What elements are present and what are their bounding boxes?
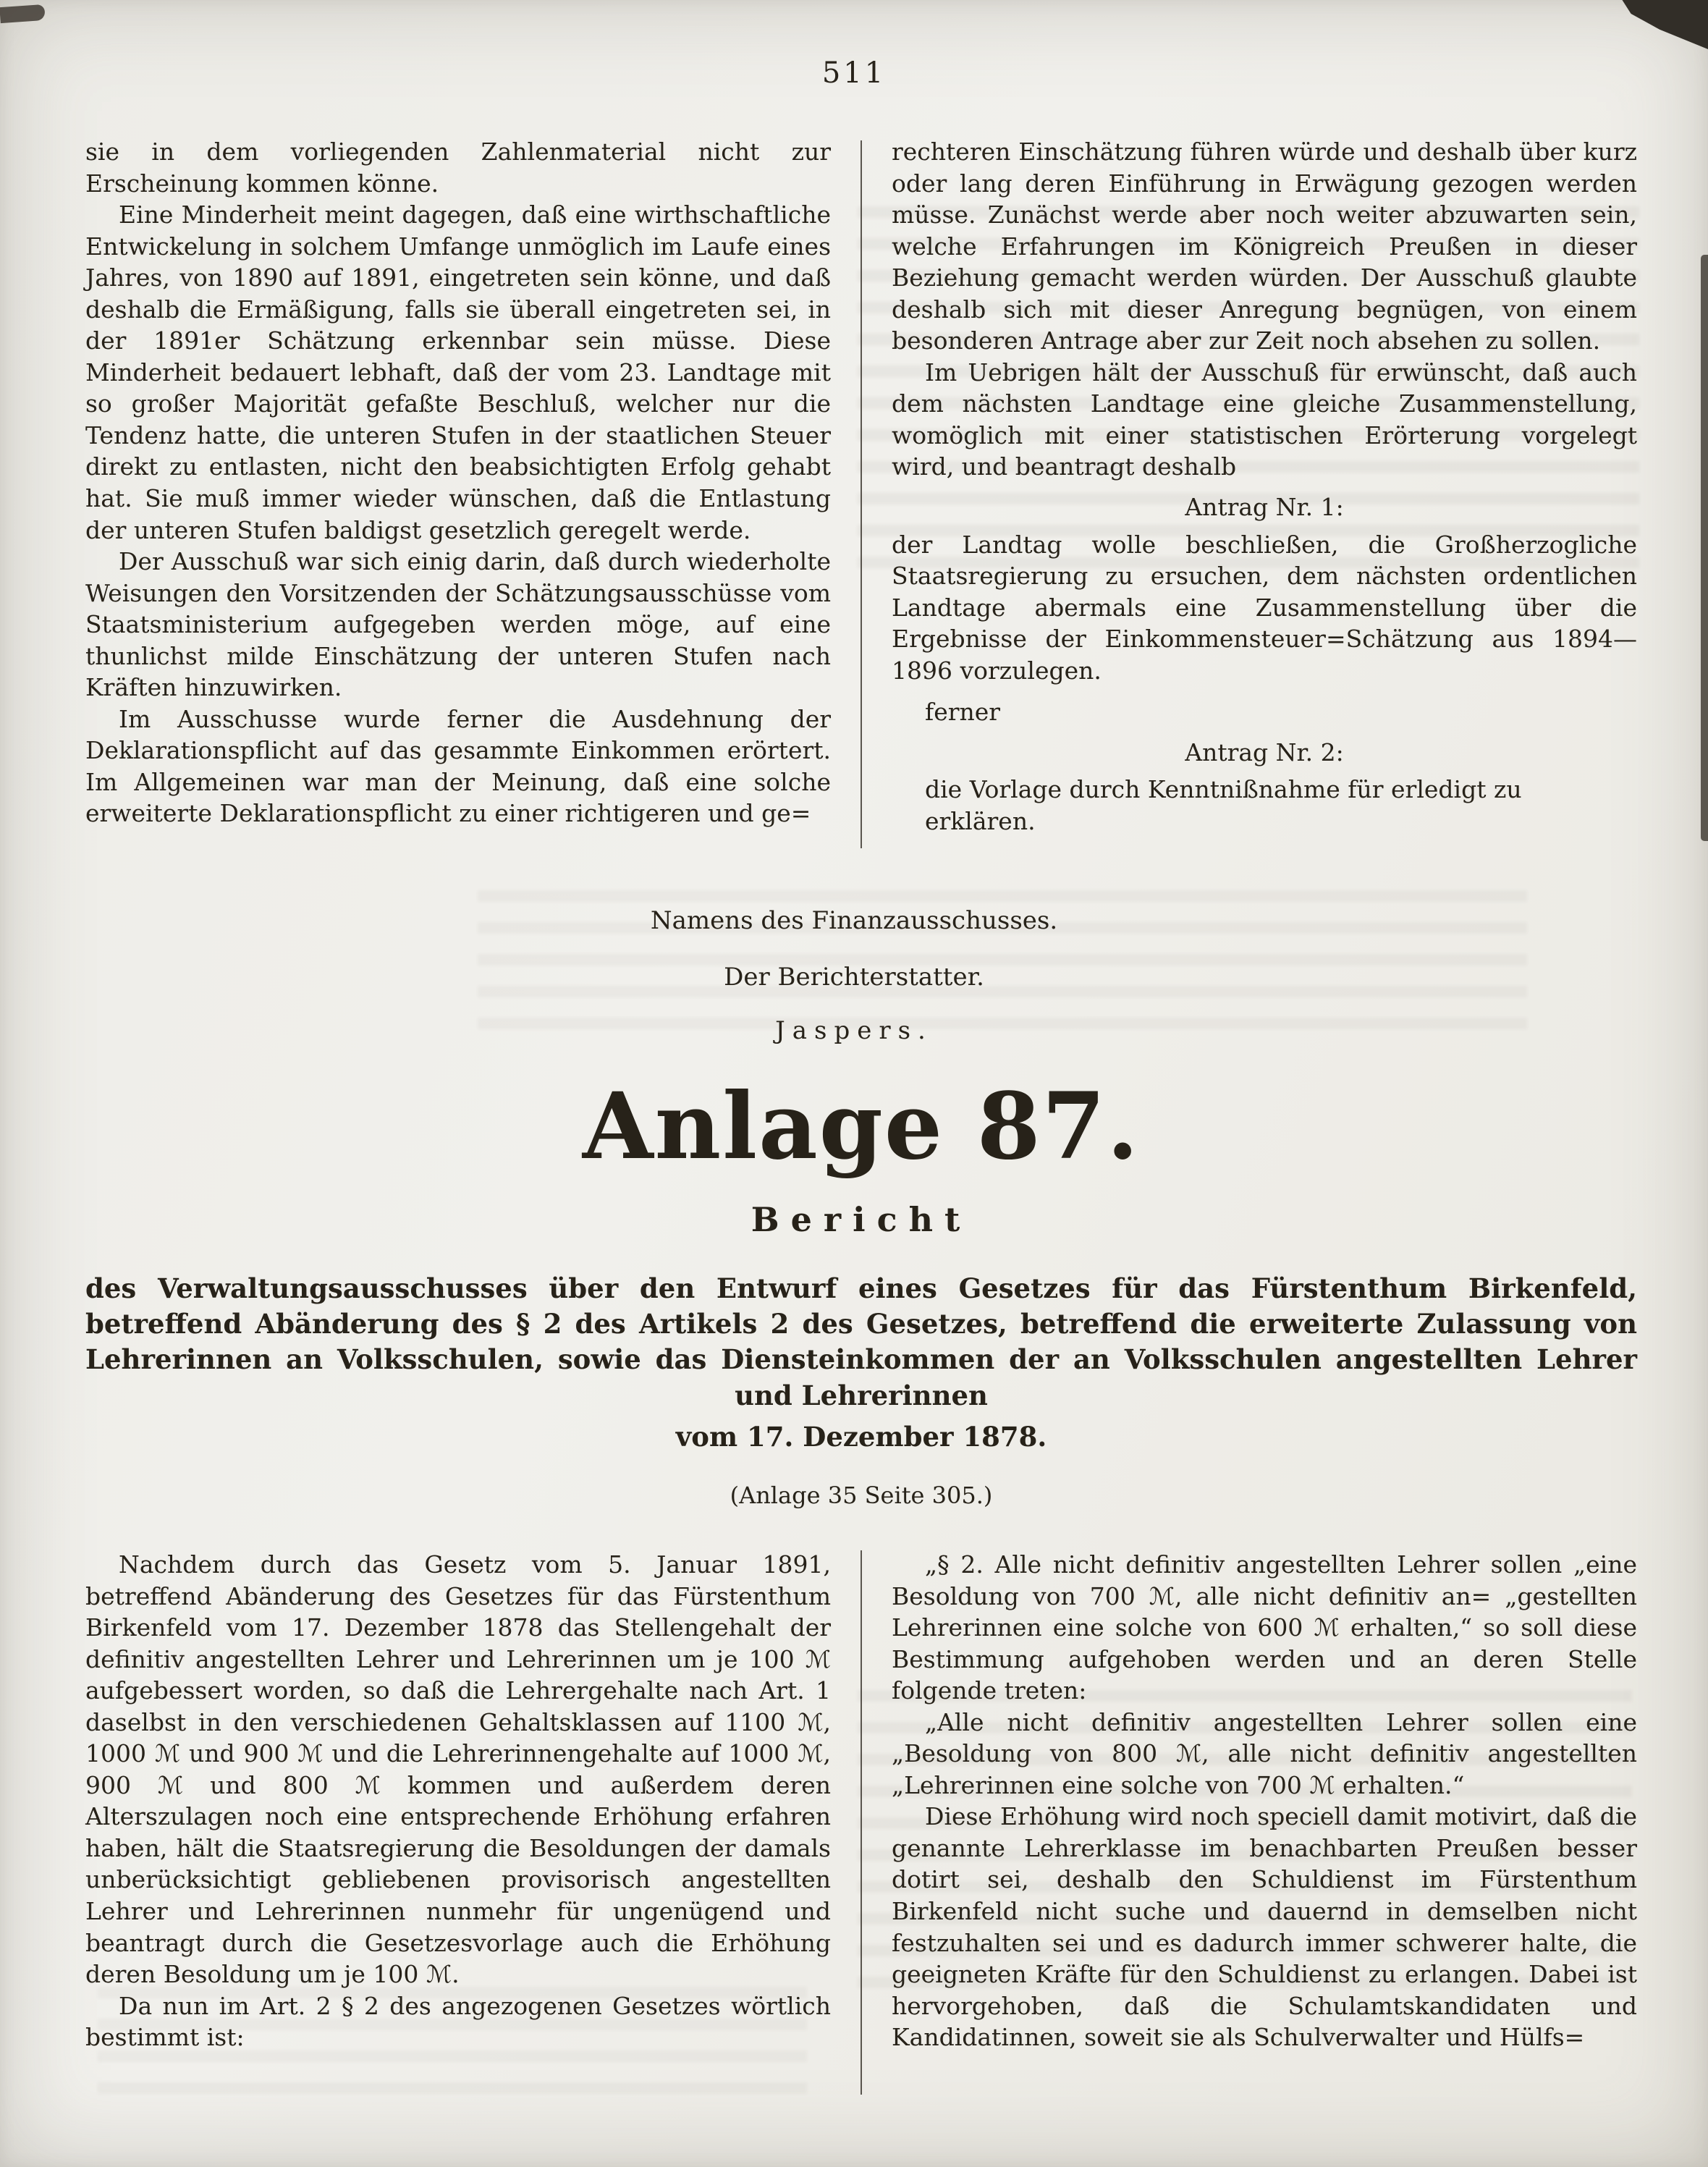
- top-two-column-section: [85, 136, 1637, 897]
- anlage-header-block: [85, 1073, 1637, 1509]
- scan-artifact-top-right: [1598, 0, 1708, 49]
- anlage-87-heading: Anlage 87.: [582, 1073, 1141, 1180]
- top-left-column: [85, 136, 831, 897]
- column-divider-rule: [861, 1550, 862, 2095]
- signature-name: Jaspers.: [775, 1016, 933, 1045]
- ferner-line: ferner: [925, 698, 1001, 727]
- paragraph: Im Ausschusse wurde ferner die Ausdehnung der Deklarationspflicht auf das gesammte Einkommen erörtert. Im Allgemeinen war man der Meinung, daß eine solche erweiterte Deklarationspflicht zu einer richtigeren und ge=: [85, 704, 831, 828]
- scan-artifact-right-edge: [1701, 255, 1708, 841]
- signature-block: [0, 906, 1708, 1045]
- scan-artifact-top-left: [0, 4, 46, 23]
- paragraph: Der Ausschuß war sich einig darin, daß durch wiederholte Weisungen den Vorsitzenden der Schätzungsausschüsse vom Staatsministerium aufgegeben werden möge, auf eine thunlichst milde Einschätzung der unteren Stufen nach Kräften hinzuwirken.: [85, 547, 831, 702]
- anlage-reference: (Anlage 35 Seite 305.): [730, 1481, 993, 1509]
- signature-committee-line: Namens des Finanzausschusses.: [650, 906, 1058, 935]
- signature-role-line: Der Berichterstatter.: [724, 963, 984, 992]
- bottom-left-column: [85, 1549, 831, 2128]
- report-subtitle: des Verwaltungsausschusses über den Entwurf eines Gesetzes für das Fürstenthum Birkenfeld, betreffend Abänderung des § 2 des Artikels 2 des Gesetzes, betreffend die erweiterte Zulassung von Lehrerinnen an Volksschulen, sowie das Diensteinkommen der an Volksschulen angestellten Lehrer und Lehrerinnen: [85, 1272, 1637, 1411]
- paragraph: sie in dem vorliegenden Zahlenmaterial nicht zur Erscheinung kommen könne.: [85, 138, 831, 198]
- report-date-line: vom 17. Dezember 1878.: [675, 1420, 1047, 1453]
- page-number: 511: [821, 56, 887, 90]
- antrag-2-body: die Vorlage durch Kenntnißnahme für erledigt zu erklären.: [925, 775, 1522, 835]
- paragraph: Im Uebrigen hält der Ausschuß für erwünscht, daß auch dem nächsten Landtage eine gleiche Zusammenstellung, womöglich mit einer statistischen Erörterung vorgelegt wird, und beantragt deshalb: [892, 358, 1637, 481]
- paragraph: Nachdem durch das Gesetz vom 5. Januar 1891, betreffend Abänderung des Gesetzes für das Fürstenthum Birkenfeld vom 17. Dezember 1878 das Stellengehalt der definitiv angestellten Lehrer und Lehrerinnen um je 100 ℳ aufgebessert worden, so daß die Lehrergehalte nach Art. 1 daselbst in den verschiedenen Gehaltsklassen auf 1100 ℳ, 1000 ℳ und 900 ℳ und die Lehrerinnengehalte auf 1000 ℳ, 900 ℳ und 800 ℳ kommen und außerdem deren Alterszulagen noch eine entsprechende Erhöhung erfahren haben, hält die Staatsregierung die Besoldungen der damals unberücksichtigt gebliebenen provisorisch angestellten Lehrer und Lehrerinnen nunmehr für ungenügend und beantragt durch die Gesetzesvorlage auch die Erhöhung deren Besoldung um je 100 ℳ.: [85, 1550, 831, 1989]
- quoted-statute-paragraph: „Alle nicht definitiv angestellten Lehrer sollen eine „Besoldung von 800 ℳ, alle nicht definitiv angestellten „Lehrerinnen eine solche von 700 ℳ erhalten.“: [892, 1707, 1637, 1799]
- antrag-1-body: der Landtag wolle beschließen, die Großherzogliche Staatsregierung zu ersuchen, dem nächsten ordentlichen Landtage abermals eine Zusammenstellung über die Ergebnisse der Einkommensteuer=Schätzung aus 1894—1896 vorzulegen.: [892, 530, 1637, 685]
- bottom-two-column-section: [85, 1549, 1637, 2128]
- paragraph: Da nun im Art. 2 § 2 des angezogenen Gesetzes wörtlich bestimmt ist:: [85, 1991, 831, 2052]
- antrag-1-heading: Antrag Nr. 1:: [1185, 493, 1344, 522]
- top-right-column: [892, 136, 1637, 897]
- column-divider-rule: [861, 140, 862, 848]
- antrag-2-heading: Antrag Nr. 2:: [1185, 738, 1344, 766]
- bottom-right-column: [892, 1549, 1637, 2128]
- paragraph: Diese Erhöhung wird noch speciell damit motivirt, daß die genannte Lehrerklasse im benachbarten Preußen besser dotirt sei, deshalb den Schuldienst im Fürstenthum Birkenfeld nicht suche und dauernd in demselben nicht festzuhalten sei und es dadurch immer schwerer halte, die geeigneten Kräfte für den Schuldienst zu erlangen. Dabei ist hervorgehoben, daß die Schulamtskandidaten und Kandidatinnen, soweit sie als Schulverwalter und Hülfs=: [892, 1802, 1637, 2052]
- paragraph: Eine Minderheit meint dagegen, daß eine wirthschaftliche Entwickelung in solchem Umfange unmöglich im Laufe eines Jahres, von 1890 auf 1891, eingetreten sein könne, und daß deshalb die Ermäßigung, falls sie überall eingetreten sei, in der 1891er Schätzung erkennbar sein müsse. Diese Minderheit bedauert lebhaft, daß der vom 23. Landtage mit so großer Majorität gefaßte Beschluß, welcher nur die Tendenz hatte, die unteren Stufen in der staatlichen Steuer direkt zu entlasten, nicht den beabsichtigten Erfolg gehabt hat. Sie muß immer wieder wünschen, daß die Entlastung der unteren Stufen baldigst gesetzlich geregelt werde.: [85, 200, 831, 544]
- paragraph: rechteren Einschätzung führen würde und deshalb über kurz oder lang deren Einführung in Erwägung gezogen werden müsse. Zunächst werde aber noch weiter abzuwarten sein, welche Erfahrungen im Königreich Preußen in dieser Beziehung gemacht werden würden. Der Ausschuß glaubte deshalb sich mit dieser Anregung begnügen, von einem besonderen Antrage aber zur Zeit noch absehen zu sollen.: [892, 138, 1637, 355]
- quoted-statute-paragraph: „§ 2. Alle nicht definitiv angestellten Lehrer sollen „eine Besoldung von 700 ℳ, alle nicht definitiv an= „gestellten Lehrerinnen eine solche von 600 ℳ erhalten,“ so soll diese Bestimmung aufgehoben werden und an deren Stelle folgende treten:: [892, 1550, 1637, 1705]
- bericht-heading: Bericht: [751, 1200, 972, 1239]
